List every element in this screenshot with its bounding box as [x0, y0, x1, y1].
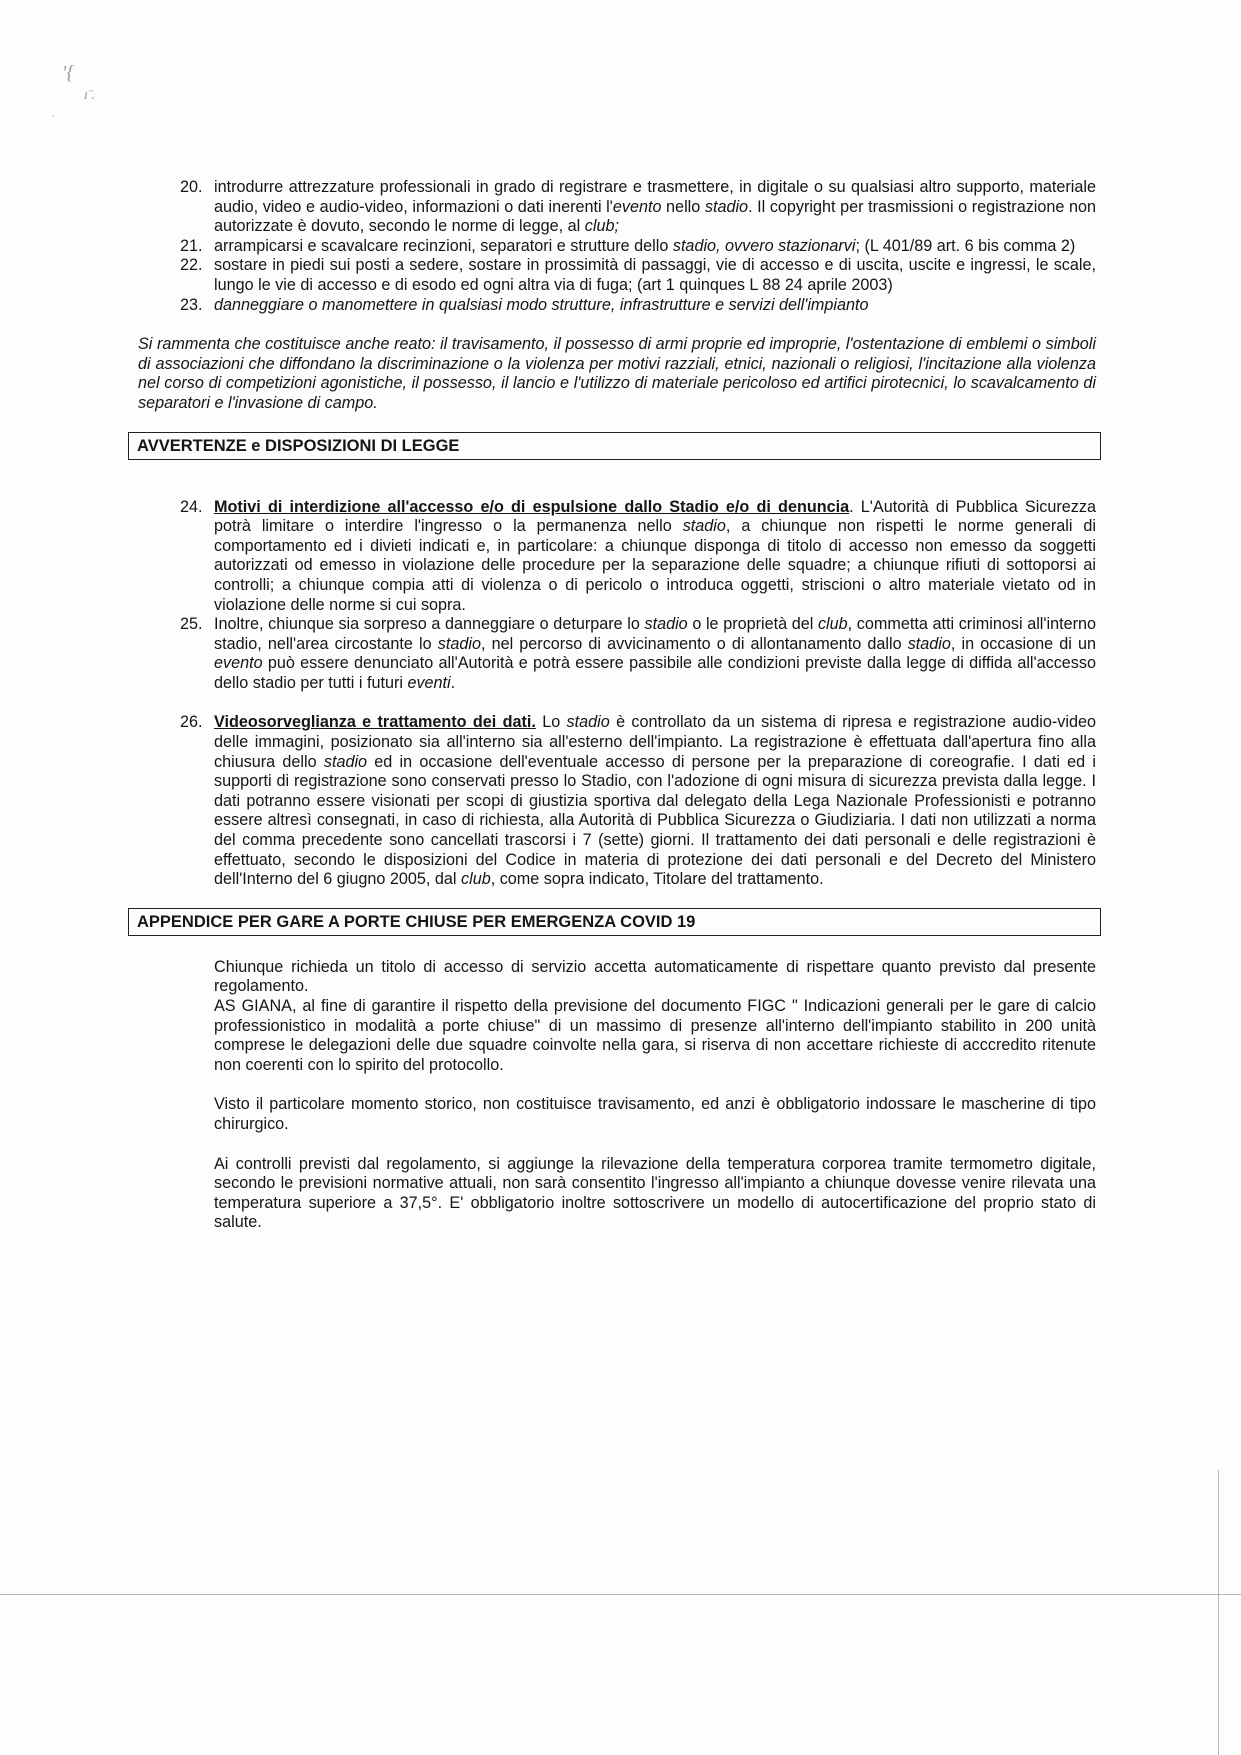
rules-list-middle [138, 498, 1096, 694]
list-item: 22. sostare in piedi sui posti a sedere, sostare in prossimità di passaggi, vie di accesso e di uscita, uscite e ingressi, le scale, lungo le vie di accesso e di esodo ed ogni altra via di fuga; (art 1 quinques L 88 24 aprile 2003) [180, 256, 1096, 294]
list-item: 26. Videosorveglianza e trattamento dei dati. Lo stadio è controllato da un sistema di ripresa e registrazione audio-video delle immagini, posizionato sia all'interno sia all'esterno dell'impianto. La registrazione è effettuata dall'apertura fino alla chiusura dello stadio ed in occasione dell'eventuale accesso di persone per la preparazione di coreografie. I dati ed i supporti di registrazione sono conservati presso lo Stadio, con l'adozione di ogni misura di sicurezza prevista dalla legge. I dati potranno essere visionati per scopi di giustizia sportiva dal delegato della Lega Nazionale Professionisti e potranno essere altresì consegnati, in caso di richiesta, alla Autorità di Pubblica Sicurezza o Giudiziaria. I dati non utilizzati a norma del comma precedente sono cancellati trascorsi i 7 (sette) giorni. Il trattamento dei dati personali e delle registrazioni è effettuato, secondo le disposizioni del Codice in materia di protezione dei dati personali e del Decreto del Ministero dell'Interno del 6 giugno 2005, dal club, come sopra indicato, Titolare del trattamento. [180, 713, 1096, 889]
document-page [138, 178, 1096, 1233]
rules-list-item-26 [138, 713, 1096, 889]
appendix-paragraph: Chiunque richieda un titolo di accesso di servizio accetta automaticamente di rispettare quanto previsto dal presente regolamento. [214, 957, 1096, 996]
appendix-body [138, 958, 1096, 1233]
rules-list-top [138, 178, 1096, 315]
list-item: 20. introdurre attrezzature professionali in grado di registrare e trasmettere, in digitale o su qualsiasi altro supporto, materiale audio, video e audio-video, informazioni o dati inerenti l'evento nello stadio. Il copyright per trasmissioni o registrazione non autorizzate è dovuto, secondo le norme di legge, al club; [180, 178, 1096, 236]
list-item: 24. Motivi di interdizione all'accesso e/o di espulsione dallo Stadio e/o di denuncia. L'Autorità di Pubblica Sicurezza potrà limitare o interdire l'ingresso o la permanenza nello stadio, a chiunque non rispetti le norme generali di comportamento ed i divieti indicati e, in particolare: a chiunque disponga di titolo di accesso non emesso da soggetti autorizzati od emesso in violazione delle procedure per la separazione delle squadre; a chiunque rifiuti di sottoporsi ai controlli; a chiunque compia atti di violenza o di pericolo o introduca oggetti, striscioni o altro materiale vietato od in violazione delle norme si cui sopra. [180, 497, 1096, 614]
section-heading-avvertenze: AVVERTENZE e DISPOSIZIONI DI LEGGE [128, 432, 1101, 460]
section-heading-appendice: APPENDICE PER GARE A PORTE CHIUSE PER EMERGENZA COVID 19 [128, 908, 1101, 936]
legal-note: Si rammenta che costituisce anche reato: il travisamento, il possesso di armi proprie ed improprie, l'ostentazione di emblemi o simboli di associazioni che diffondano la discriminazione o la violenza per motivi razziali, etnici, nazionali o religiosi, l'incitazione alla violenza nel corso di competizioni agonistiche, il possesso, il lancio e l'utilizzo di materiale pericoloso ed artifici pirotecnici, lo scavalcamento di separatori e l'invasione di campo. [138, 335, 1096, 412]
scan-edge-line [1218, 1470, 1219, 1755]
appendix-paragraph: Visto il particolare momento storico, non costituisce travisamento, ed anzi è obbligatorio indossare le mascherine di tipo chirurgico. [214, 1095, 1096, 1133]
list-item: 21. arrampicarsi e scavalcare recinzioni, separatori e strutture dello stadio, ovvero stazionarvi; (L 401/89 art. 6 bis comma 2) [180, 236, 1076, 255]
appendix-paragraph: AS GIANA, al fine di garantire il rispetto della previsione del documento FIGC " Indicazioni generali per le gare di calcio professionistico in modalità a porte chiuse" di un massimo di presenze all'interno dell'impianto stabilito in 200 unità comprese le delegazioni delle due squadre coinvolte nella gara, si riserva di non accettare richieste di acccredito ritenute non coerenti con lo spirito del protocollo. [214, 997, 1096, 1074]
scan-fold-line [0, 1594, 1241, 1595]
appendix-paragraph: Ai controlli previsti dal regolamento, si aggiunge la rilevazione della temperatura corporea tramite termometro digitale, secondo le previsioni normative attuali, non sarà consentito l'ingresso all'impianto a chiunque dovesse venire rilevata una temperatura superiore a 37,5°. E' obbligatorio inoltre sottoscrivere un modello di autocertificazione del proprio stato di salute. [214, 1154, 1096, 1232]
list-item: 23. danneggiare o manomettere in qualsiasi modo strutture, infrastrutture e servizi dell'impianto [180, 295, 869, 314]
list-item: 25. Inoltre, chiunque sia sorpreso a danneggiare o deturpare lo stadio o le proprietà del club, commetta atti criminosi all'interno stadio, nell'area circostante lo stadio, nel percorso di avvicinamento o di allontanamento dallo stadio, in occasione di un evento può essere denunciato all'Autorità e potrà essere passibile alle condizioni previste dalla legge di diffida all'accesso dello stadio per tutti i futuri eventi. [180, 615, 1096, 692]
